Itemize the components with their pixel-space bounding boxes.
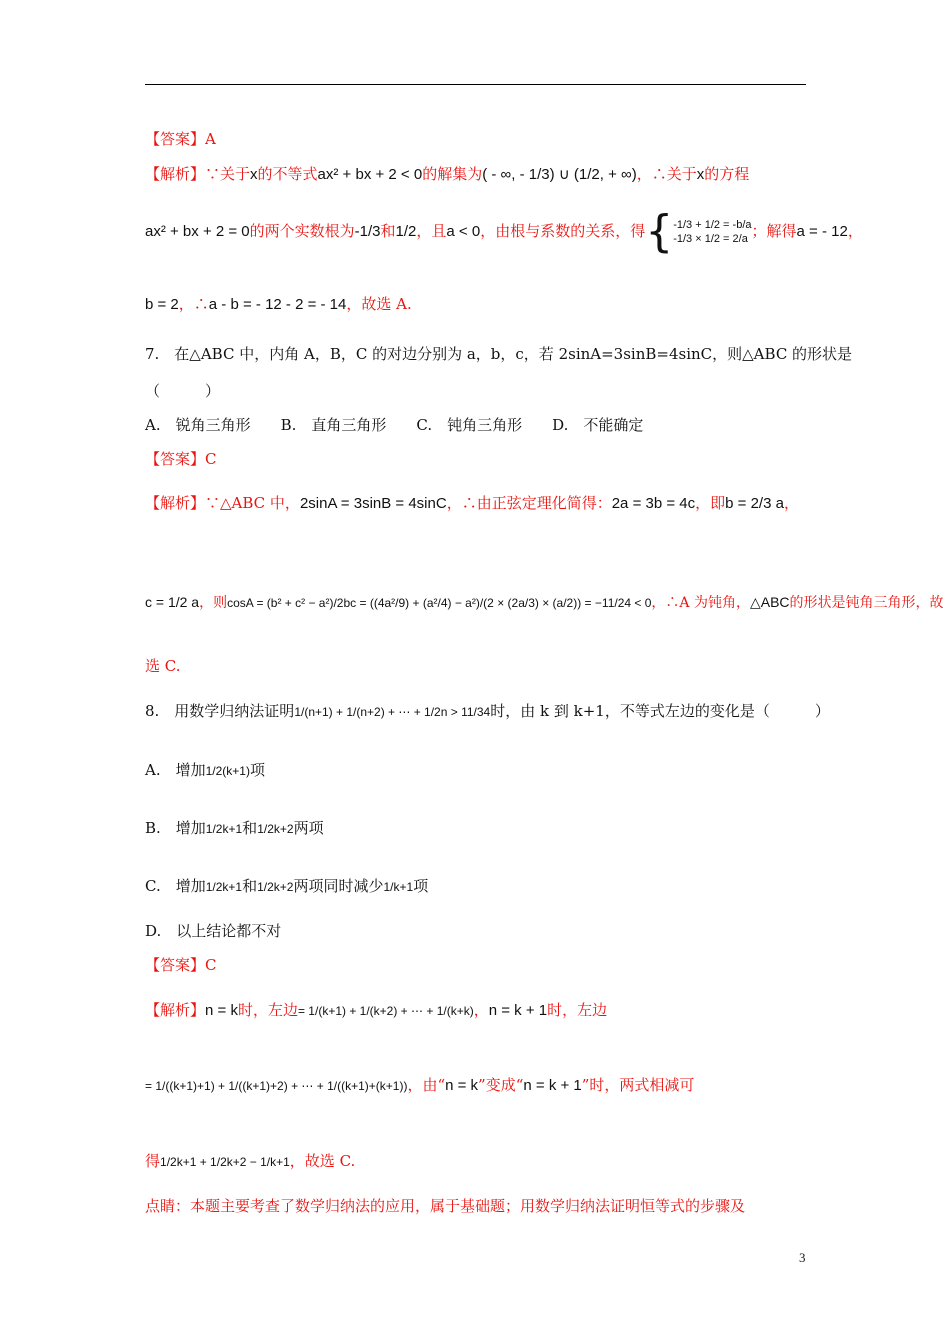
q6-analysis-line3: [145, 293, 412, 314]
answer-value: A: [205, 130, 216, 148]
math: 2sinA = 3sinB = 4sinC: [299, 495, 447, 512]
q7-options: [145, 414, 643, 435]
q6-answer: [145, 128, 216, 149]
math-cosine: cosA = (b² + c² − a²)/2bc = ((4a²/9) + (a²/4) − a²)/(2 × (2a/3) × (a/2)) = −11/24 < 0: [227, 596, 652, 610]
text: ，: [783, 494, 799, 512]
math-difference: 1/2k+1 + 1/2k+2 − 1/k+1: [160, 1155, 290, 1169]
q8-option-a: [145, 759, 265, 780]
q7-analysis-line3: 选 C.: [145, 657, 181, 675]
text: 时，由 k 到 k+1，不等式左边的变化是（ ）: [490, 702, 830, 720]
math-solution-set: ( - ∞, - 1/3) ∪ (1/2, + ∞): [482, 166, 637, 183]
q8-analysis-line1: [145, 999, 607, 1020]
math-equation: ax² + bx + 2 = 0: [145, 223, 250, 240]
q7-stem: 7. 在△ABC 中，内角 A，B，C 的对边分别为 a，b，c，若 2sinA=3sinB=4sinC，则△ABC 的形状是: [145, 345, 853, 363]
text: ，则: [199, 595, 228, 611]
text: 项: [249, 761, 265, 779]
text: ，且: [416, 222, 447, 240]
text: 8. 用数学归纳法证明: [145, 702, 295, 720]
math-sum: = 1/(k+1) + 1/(k+2) + ⋯ + 1/(k+k): [297, 1004, 474, 1018]
math-fraction: 1/k+1: [383, 880, 414, 894]
text: 项: [413, 877, 429, 895]
math: n = k: [205, 1002, 238, 1019]
page-number: 3: [799, 1250, 806, 1265]
math-fraction: 1/2k+1: [205, 880, 243, 894]
text: ，故选 C.: [289, 1152, 356, 1170]
math-inequality: 1/(n+1) + 1/(n+2) + ⋯ + 1/2n > 11/34: [294, 705, 491, 719]
q7-paren: （ ）: [145, 382, 221, 400]
answer-label: 【答案】: [145, 956, 206, 974]
math: b = 2: [145, 296, 179, 313]
q8-option-b: [145, 817, 324, 838]
system-eq-2: -1/3 × 1/2 = 2/a: [673, 233, 748, 245]
text: ”时，两式相减可: [581, 1076, 695, 1094]
text: ，即: [695, 494, 726, 512]
text: ，∴由正弦定理化简得：: [446, 494, 612, 512]
text: 的两个实数根为: [249, 222, 355, 240]
text: 时，左边: [547, 1001, 608, 1019]
math: △ABC: [749, 594, 790, 610]
math-root: 1/2: [395, 223, 417, 240]
answer-label: 【答案】: [145, 130, 206, 148]
q8-comment: 点睛：本题主要考查了数学归纳法的应用，属于基础题；用数学归纳法证明恒等式的步骤及: [145, 1197, 746, 1215]
q6-analysis-line2: [145, 206, 863, 257]
text: ∵△ABC 中，: [205, 494, 300, 512]
q7-answer: [145, 448, 217, 469]
q8-analysis-line2: [145, 1074, 694, 1095]
option-a: A. 锐角三角形: [145, 416, 251, 434]
text: ，故选 A.: [346, 295, 412, 313]
q8-option-d: D. 以上结论都不对: [145, 922, 282, 940]
answer-label: 【答案】: [145, 450, 206, 468]
brace-icon: {: [645, 206, 674, 257]
option-d: D. 不能确定: [552, 416, 644, 434]
q7-analysis-line1: [145, 492, 799, 513]
text: ，由“: [407, 1076, 446, 1094]
math-fraction: 1/2k+2: [257, 822, 294, 836]
text: 和: [380, 222, 396, 240]
text: ∵关于: [205, 165, 251, 183]
math-sum: = 1/((k+1)+1) + 1/((k+1)+2) + ⋯ + 1/((k+1)+(k+1)): [145, 1079, 408, 1093]
text: 两项同时减少: [293, 877, 384, 895]
text: ，∴关于: [636, 165, 697, 183]
q8-answer: [145, 954, 217, 975]
math: x: [250, 166, 258, 183]
text: 和: [242, 877, 258, 895]
option-b: B. 直角三角形: [280, 416, 387, 434]
analysis-label: 【解析】: [145, 1001, 206, 1019]
analysis-label: 【解析】: [145, 494, 206, 512]
math-result: b = 2/3 a: [725, 495, 784, 512]
text: ，: [847, 222, 863, 240]
text: 的形状是钝角三角形，故: [789, 595, 944, 611]
math-inequality: ax² + bx + 2 < 0: [317, 166, 423, 183]
text: 和: [242, 819, 258, 837]
text: ；解得: [751, 222, 797, 240]
math-result: a = - 12: [796, 223, 848, 240]
text: B. 增加: [145, 819, 206, 837]
math: n = k + 1: [488, 1002, 548, 1019]
analysis-label: 【解析】: [145, 165, 206, 183]
q7-analysis-line2: [145, 592, 944, 612]
q8-analysis-line3: [145, 1150, 355, 1171]
text: ，由根与系数的关系，得: [480, 222, 646, 240]
answer-value: C: [205, 956, 217, 974]
math: n = k: [445, 1077, 479, 1094]
math-fraction: 1/2k+2: [257, 880, 294, 894]
math: c = 1/2 a: [145, 594, 200, 610]
text: ，: [473, 1001, 489, 1019]
answer-value: C: [205, 450, 217, 468]
text: 得: [145, 1152, 161, 1170]
option-c: C. 钝角三角形: [416, 416, 523, 434]
q6-analysis-line1: [145, 163, 749, 184]
text: ，∴A 为钝角，: [651, 595, 750, 611]
text: 时，左边: [237, 1001, 298, 1019]
math: 2a = 3b = 4c: [611, 495, 696, 512]
math-result: a - b = - 12 - 2 = - 14: [208, 296, 347, 313]
math-fraction: 1/2(k+1): [205, 764, 250, 778]
system-eq-1: -1/3 + 1/2 = -b/a: [673, 219, 752, 231]
q8-stem: [145, 700, 830, 721]
text: ”变成“: [478, 1076, 524, 1094]
text: 两项: [293, 819, 324, 837]
q8-option-c: [145, 875, 428, 896]
text: 的方程: [704, 165, 750, 183]
math-condition: a < 0: [446, 223, 481, 240]
text: ，∴: [178, 295, 209, 313]
math-root: -1/3: [354, 223, 381, 240]
math: n = k + 1: [523, 1077, 582, 1094]
text: 的解集为: [422, 165, 483, 183]
math: x: [696, 166, 705, 183]
text: C. 增加: [145, 877, 206, 895]
text: 的不等式: [257, 165, 318, 183]
equation-system: [673, 217, 751, 247]
header-rule: [145, 84, 806, 85]
text: A. 增加: [145, 761, 206, 779]
math-fraction: 1/2k+1: [205, 822, 243, 836]
